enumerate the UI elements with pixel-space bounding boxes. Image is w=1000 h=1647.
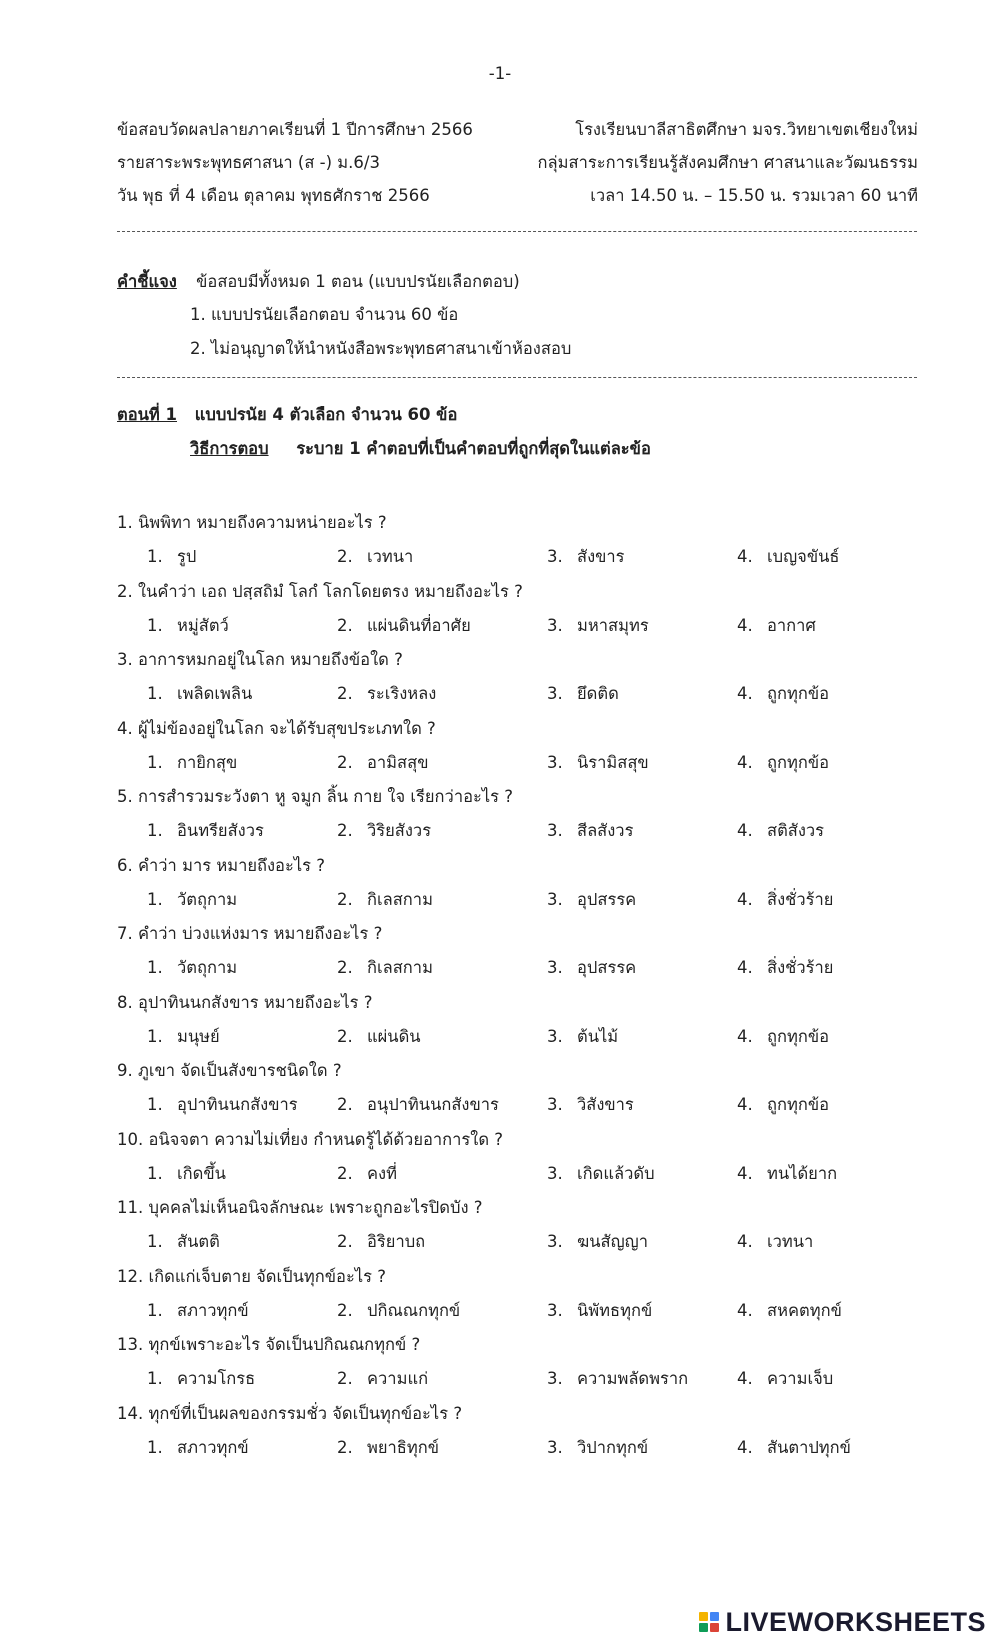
option[interactable]: 4. สติสังวร	[737, 821, 825, 840]
question-text: 12. เกิดแก่เจ็บตาย จัดเป็นทุกข์อะไร ?	[117, 1266, 386, 1286]
option[interactable]: 1. เกิดขึ้น	[147, 1163, 226, 1183]
instructions	[117, 269, 520, 295]
page-number: -1-	[488, 64, 512, 83]
option[interactable]: 1. วัตถุกาม	[147, 958, 238, 977]
option[interactable]: 4. สิ่งชั่วร้าย	[737, 889, 834, 909]
logo-square	[710, 1623, 719, 1632]
option[interactable]: 4. สิ่งชั่วร้าย	[737, 958, 834, 977]
option[interactable]: 4. สหคตทุกข์	[737, 1300, 842, 1320]
question	[117, 1058, 947, 1127]
option[interactable]: 3. นิพัทธทุกข์	[547, 1300, 653, 1320]
liveworksheets-logo[interactable]	[699, 1605, 986, 1639]
option[interactable]: 4. ถูกทุกข้อ	[737, 684, 830, 703]
method-text: ระบาย 1 คำตอบที่เป็นคำตอบที่ถูกที่สุดในแต่ละข้อ	[296, 439, 651, 458]
question-text: 5. การสำรวมระวังตา หู จมูก ลิ้น กาย ใจ เรียกว่าอะไร ?	[117, 787, 514, 806]
question	[117, 510, 947, 579]
question-text: 11. บุคคลไม่เห็นอนิจลักษณะ เพราะถูกอะไรปิดบัง ?	[117, 1198, 483, 1217]
option[interactable]: 4. สันตาปทุกข์	[737, 1437, 851, 1457]
option[interactable]: 2. วิริยสังวร	[337, 821, 432, 840]
option[interactable]: 4. เวทนา	[737, 1232, 814, 1251]
question	[117, 1127, 947, 1196]
option[interactable]: 2. กิเลสกาม	[337, 958, 433, 977]
option[interactable]: 3. อุปสรรค	[547, 889, 637, 909]
logo-text: LIVEWORKSHEETS	[725, 1606, 986, 1637]
school-name: โรงเรียนบาลีสาธิตศึกษา มจร.วิทยาเขตเชียงใหม่	[575, 120, 918, 139]
option[interactable]: 4. ทนได้ยาก	[737, 1163, 838, 1183]
divider	[117, 377, 917, 378]
option[interactable]: 2. อิริยาบถ	[337, 1232, 426, 1251]
instruction-item: 1. แบบปรนัยเลือกตอบ จำนวน 60 ข้อ	[190, 305, 459, 324]
instructions-text: ข้อสอบมีทั้งหมด 1 ตอน (แบบปรนัยเลือกตอบ)	[196, 272, 520, 291]
question-text: 7. คำว่า บ่วงแห่งมาร หมายถึงอะไร ?	[117, 924, 383, 943]
option[interactable]: 3. อุปสรรค	[547, 958, 637, 977]
question	[117, 784, 947, 853]
option[interactable]: 1. สภาวทุกข์	[147, 1437, 249, 1457]
question-text: 13. ทุกข์เพราะอะไร จัดเป็นปกิณณกทุกข์ ?	[117, 1335, 421, 1354]
question-text: 8. อุปาทินนกสังขาร หมายถึงอะไร ?	[117, 992, 373, 1012]
option[interactable]: 2. แผ่นดินที่อาศัย	[337, 615, 471, 635]
logo-square	[710, 1612, 719, 1621]
question	[117, 579, 947, 648]
option[interactable]: 3. สังขาร	[547, 547, 625, 566]
option[interactable]: 3. นิรามิสสุข	[547, 752, 649, 772]
option[interactable]: 2. เวทนา	[337, 547, 414, 566]
part-label: ตอนที่ 1	[117, 405, 178, 424]
option[interactable]: 2. กิเลสกาม	[337, 889, 433, 909]
option[interactable]: 2. ความแก่	[337, 1369, 429, 1388]
option[interactable]: 3. วิสังขาร	[547, 1095, 634, 1114]
option[interactable]: 1. สภาวทุกข์	[147, 1300, 249, 1320]
option[interactable]: 3. ความพลัดพราก	[547, 1369, 689, 1388]
divider	[117, 231, 917, 232]
method-label: วิธีการตอบ	[190, 439, 269, 458]
exam-time: เวลา 14.50 น. – 15.50 น. รวมเวลา 60 นาที	[590, 186, 918, 205]
option[interactable]: 3. ยึดติด	[547, 684, 619, 703]
question-text: 10. อนิจจตา ความไม่เที่ยง กำหนดรู้ได้ด้วยอาการใด ?	[117, 1129, 504, 1149]
option[interactable]: 2. ระเริงหลง	[337, 684, 437, 703]
part-title: แบบปรนัย 4 ตัวเลือก จำนวน 60 ข้อ	[194, 405, 458, 424]
option[interactable]: 4. ถูกทุกข้อ	[737, 752, 830, 772]
option[interactable]: 1. รูป	[147, 547, 197, 566]
exam-date: วัน พุธ ที่ 4 เดือน ตุลาคม พุทธศักราช 2566	[117, 186, 430, 205]
option[interactable]: 3. ฆนสัญญา	[547, 1232, 648, 1251]
logo-grid-icon	[699, 1612, 719, 1632]
question-text: 3. อาการหมกอยู่ในโลก หมายถึงข้อใด ?	[117, 650, 403, 669]
option[interactable]: 4. ถูกทุกข้อ	[737, 1095, 830, 1114]
option[interactable]: 2. อนุปาทินนกสังขาร	[337, 1095, 499, 1114]
option[interactable]: 1. อินทรียสังวร	[147, 821, 264, 840]
question	[117, 853, 947, 922]
subject-line: รายสาระพระพุทธศาสนา (ส -) ม.6/3	[117, 153, 380, 172]
question	[117, 990, 947, 1059]
question-text: 1. นิพพิทา หมายถึงความหน่ายอะไร ?	[117, 513, 387, 532]
option[interactable]: 2. ปกิณณกทุกข์	[337, 1300, 461, 1320]
question-text: 14. ทุกข์ที่เป็นผลของกรรมชั่ว จัดเป็นทุกข์อะไร ?	[117, 1403, 463, 1423]
question-text: 2. ในคำว่า เอถ ปสฺสถิมํ โลกํ โลกโดยตรง หมายถึงอะไร ?	[117, 581, 523, 601]
option[interactable]: 3. สีลสังวร	[547, 821, 634, 840]
question-text: 4. ผู้ไม่ข้องอยู่ในโลก จะได้รับสุขประเภทใด ?	[117, 718, 436, 738]
answer-method	[190, 436, 651, 462]
option[interactable]: 3. เกิดแล้วดับ	[547, 1163, 655, 1183]
question	[117, 1195, 947, 1264]
option[interactable]: 2. แผ่นดิน	[337, 1026, 421, 1046]
instruction-item: 2. ไม่อนุญาตให้นำหนังสือพระพุทธศาสนาเข้าห้องสอบ	[190, 339, 572, 358]
option[interactable]: 2. พยาธิทุกข์	[337, 1437, 440, 1457]
question	[117, 1401, 947, 1470]
option[interactable]: 3. วิปากทุกข์	[547, 1437, 649, 1457]
question	[117, 1264, 947, 1333]
option[interactable]: 1. กายิกสุข	[147, 752, 238, 772]
exam-title: ข้อสอบวัดผลปลายภาคเรียนที่ 1 ปีการศึกษา 2566	[117, 120, 473, 139]
question	[117, 647, 947, 716]
option[interactable]: 2. คงที่	[337, 1163, 397, 1183]
option[interactable]: 1. มนุษย์	[147, 1026, 220, 1046]
logo-square	[699, 1612, 708, 1621]
option[interactable]: 3. มหาสมุทร	[547, 615, 649, 635]
question	[117, 716, 947, 785]
instructions-label: คำชี้แจง	[117, 272, 177, 291]
option[interactable]: 1. อุปาทินนกสังขาร	[147, 1095, 298, 1114]
option[interactable]: 1. วัตถุกาม	[147, 889, 238, 909]
option[interactable]: 4. อากาศ	[737, 615, 816, 635]
option[interactable]: 4. ถูกทุกข้อ	[737, 1026, 830, 1046]
question-text: 6. คำว่า มาร หมายถึงอะไร ?	[117, 855, 325, 875]
option[interactable]: 1. เพลิดเพลิน	[147, 684, 253, 703]
part-heading	[117, 402, 457, 428]
logo-square	[699, 1623, 708, 1632]
option[interactable]: 3. ต้นไม้	[547, 1026, 619, 1046]
question-text: 9. ภูเขา จัดเป็นสังขารชนิดใด ?	[117, 1061, 342, 1080]
option[interactable]: 4. ความเจ็บ	[737, 1369, 834, 1388]
option[interactable]: 4. เบญจขันธ์	[737, 547, 840, 566]
option[interactable]: 2. อามิสสุข	[337, 752, 429, 772]
subject-group: กลุ่มสาระการเรียนรู้สังคมศึกษา ศาสนาและวัฒนธรรม	[537, 153, 918, 172]
question	[117, 921, 947, 990]
option[interactable]: 1. สันตติ	[147, 1232, 220, 1251]
option[interactable]: 1. ความโกรธ	[147, 1369, 256, 1388]
question-list	[117, 510, 947, 1469]
question	[117, 1332, 947, 1401]
option[interactable]: 1. หมู่สัตว์	[147, 615, 229, 635]
